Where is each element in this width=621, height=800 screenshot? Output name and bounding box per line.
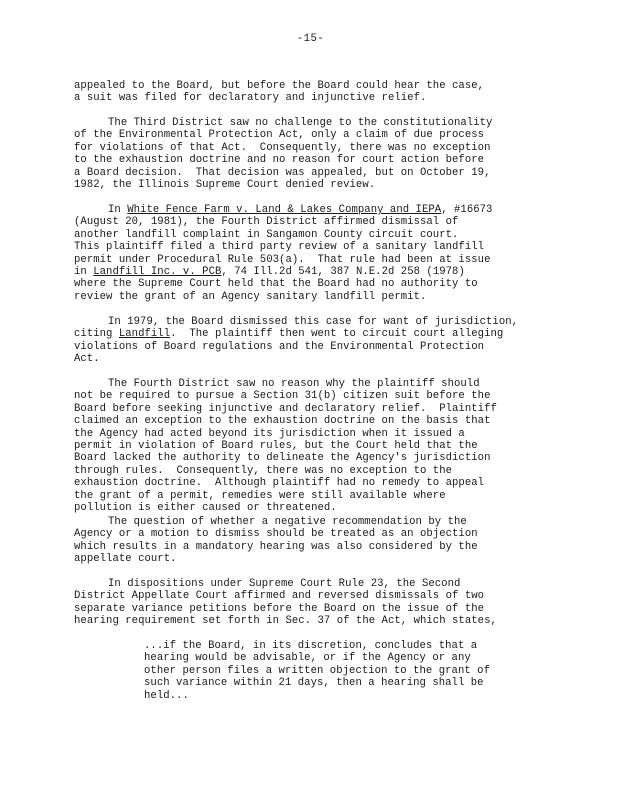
text-line: ...if the Board, in its discretion, concludes that a — [144, 640, 478, 652]
text-line: The Third District saw no challenge to the constitutionality — [108, 117, 493, 129]
text-line: held... — [144, 689, 189, 702]
text-line: Board before seeking injunctive and declaratory relief. Plaintiff — [74, 402, 497, 415]
text-line: In 1979, the Board dismissed this case for want of jurisdiction, — [108, 316, 519, 328]
text-line: permit under Procedural Rule 503(a). That rule had been at issue — [74, 253, 491, 266]
paragraph-4 — [74, 316, 574, 366]
text-line: where the Supreme Court held that the Board had no authority to — [74, 278, 478, 291]
text-line: appealed to the Board, but before the Board could hear the case, — [74, 80, 485, 92]
text-line: Act. — [74, 353, 100, 366]
text-line: other person files a written objection to the grant of — [144, 664, 490, 677]
text-line: Agency or a motion to dismiss should be treated as an objection — [74, 528, 478, 541]
text-line: permit in violation of Board rules, but the Court held that the — [74, 440, 478, 453]
text-line — [74, 328, 574, 340]
text-line: such variance within 21 days, then a hearing shall be — [144, 677, 484, 690]
text-line: to the exhaustion doctrine and no reason for court action before — [74, 154, 485, 167]
text-line: appellate court. — [74, 553, 177, 566]
text-line: (August 20, 1981), the Fourth District affirmed dismissal of — [74, 216, 459, 229]
text-fragment: . The plaintiff then went to circuit court alleging — [170, 328, 504, 341]
text-line: a suit was filed for declaratory and injunctive relief. — [74, 92, 427, 105]
text-line: another landfill complaint in Sangamon County circuit court. — [74, 228, 459, 241]
case-citation: Landfill Inc. v. PCB — [93, 266, 222, 279]
text-line: not be required to pursue a Section 31(b) citizen suit before the — [74, 390, 491, 403]
text-line: 1982, the Illinois Supreme Court denied review. — [74, 179, 376, 192]
text-line: The question of whether a negative recommendation by the — [108, 516, 467, 528]
paragraph-6 — [74, 516, 574, 566]
text-line: a Board decision. That decision was appealed, but on October 19, — [74, 166, 491, 179]
block-quote — [144, 640, 544, 702]
text-fragment: , 74 Ill.2d 541, 387 N.E.2d 258 (1978) — [221, 266, 465, 279]
text-line: which results in a mandatory hearing was also considered by the — [74, 540, 478, 553]
paragraph-2 — [74, 117, 574, 191]
case-citation: Landfill — [118, 328, 171, 341]
text-line: the grant of a permit, remedies were still available where — [74, 489, 446, 502]
page-number: -15- — [296, 33, 325, 45]
text-line: through rules. Consequently, there was no exception to the — [74, 464, 453, 477]
case-citation: White Fence Farm v. Land & Lakes Company and IEPA — [127, 204, 442, 216]
text-line: the Agency had acted beyond its jurisdiction when it issued a — [74, 427, 465, 440]
text-line: Board lacked the authority to delineate the Agency's jurisdiction — [74, 452, 491, 465]
text-line: exhaustion doctrine. Although plaintiff had no remedy to appeal — [74, 477, 485, 490]
text-line: In dispositions under Supreme Court Rule 23, the Second — [108, 578, 461, 590]
text-line: This plaintiff filed a third party review of a sanitary landfill — [74, 241, 485, 254]
paragraph-5 — [74, 378, 574, 514]
text-line: claimed an exception to the exhaustion doctrine on the basis that — [74, 415, 491, 428]
text-line: violations of Board regulations and the Environmental Protection — [74, 340, 485, 353]
text-line: of the Environmental Protection Act, only a claim of due process — [74, 129, 485, 142]
text-line: review the grant of an Agency sanitary landfill permit. — [74, 290, 427, 303]
paragraph-7 — [74, 578, 574, 628]
text-fragment: , #16673 — [441, 204, 493, 216]
text-fragment: citing — [74, 328, 119, 341]
text-line: pollution is either caused or threatened. — [74, 502, 337, 515]
text-line: for violations of that Act. Consequently, there was no exception — [74, 141, 491, 154]
text-line: hearing would be advisable, or if the Agency or any — [144, 652, 471, 665]
paragraph-1 — [74, 80, 574, 105]
text-line: The Fourth District saw no reason why the plaintiff should — [108, 378, 480, 390]
text-line: District Appellate Court affirmed and reversed dismissals of two — [74, 590, 485, 603]
text-fragment: in — [74, 266, 94, 279]
text-fragment: In — [108, 204, 128, 216]
paragraph-3 — [74, 204, 574, 303]
text-line: hearing requirement set forth in Sec. 37 of the Act, which states, — [74, 615, 497, 628]
text-line — [74, 266, 574, 278]
text-line — [74, 204, 574, 216]
text-line: separate variance petitions before the Board on the issue of the — [74, 602, 485, 615]
